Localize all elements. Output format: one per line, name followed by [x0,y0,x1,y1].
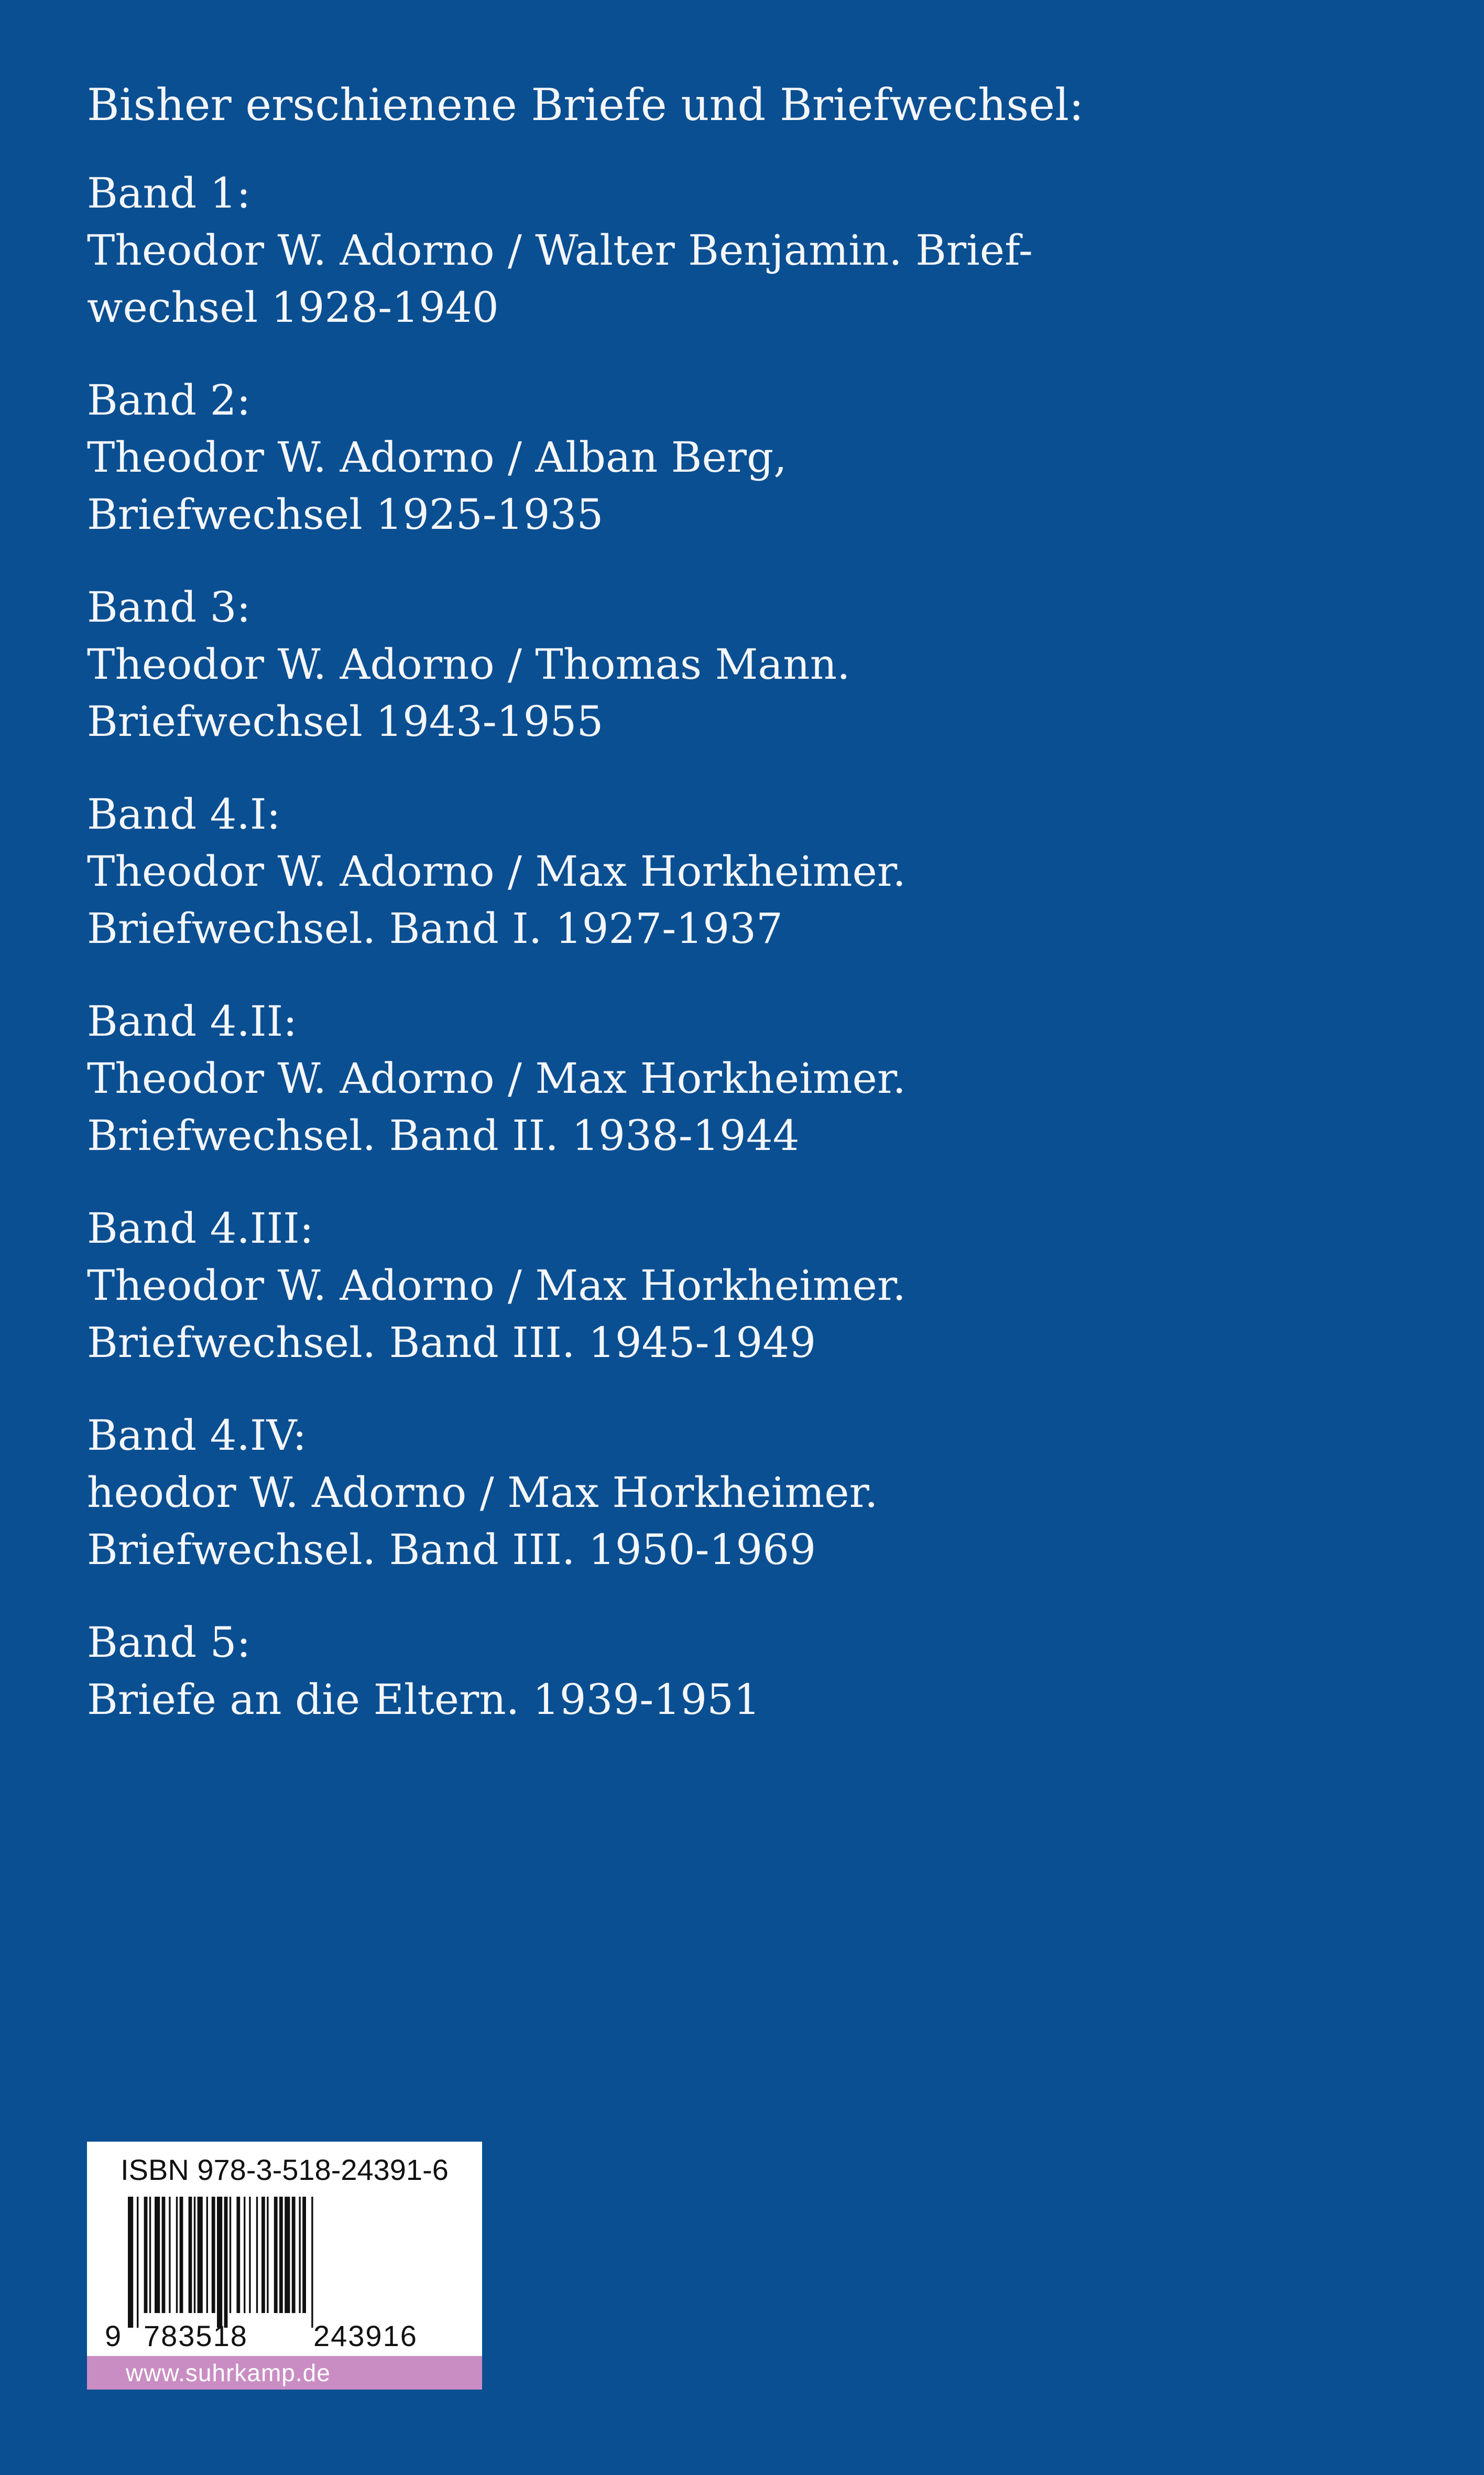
band-label: Band 1: [87,169,251,218]
band-title-line: wechsel 1928-1940 [87,283,499,332]
band-title-line: heodor W. Adorno / Max Horkheimer. [87,1468,878,1517]
isbn-number: ISBN 978-3-518-24391-6 [121,2153,449,2186]
band-title-line: Theodor W. Adorno / Max Horkheimer. [87,847,906,896]
band-label: Band 2: [87,376,251,425]
band-label: Band 4.I: [87,790,281,839]
band-label: Band 3: [87,583,251,632]
band-entry-4-iii [87,1200,1135,1371]
band-title-line: Briefwechsel. Band II. 1938-1944 [87,1111,800,1160]
band-title-line: Theodor W. Adorno / Max Horkheimer. [87,1054,906,1103]
band-title-line: Theodor W. Adorno / Max Horkheimer. [87,1261,906,1310]
publisher-url: www.suhrkamp.de [126,2359,331,2386]
band-entry-4-ii [87,993,1135,1164]
band-label: Band 4.II: [87,997,298,1046]
band-title-line: Briefe an die Eltern. 1939-1951 [87,1675,760,1724]
barcode-digits [87,2318,482,2354]
band-label: Band 4.IV: [87,1411,307,1460]
band-entry-2 [87,372,1135,543]
page-heading: Bisher erschienene Briefe und Briefwechsel: [87,79,1084,131]
isbn-barcode-block [87,2142,482,2390]
band-label: Band 5: [87,1618,251,1667]
band-title-line: Briefwechsel 1925-1935 [87,490,604,539]
band-title-line: Briefwechsel. Band III. 1950-1969 [87,1525,816,1574]
band-entry-5 [87,1614,1135,1728]
barcode-icon [128,2197,463,2328]
barcode-digits-right: 243916 [313,2319,418,2352]
band-title-line: Theodor W. Adorno / Walter Benjamin. Brief- [87,226,1033,275]
band-entry-4-i [87,786,1135,957]
publisher-url-strip [87,2356,482,2390]
band-title-line: Theodor W. Adorno / Thomas Mann. [87,640,850,689]
content-area [87,73,1135,1764]
band-title-line: Briefwechsel 1943-1955 [87,697,604,746]
band-label: Band 4.III: [87,1204,314,1253]
band-title-line: Briefwechsel. Band III. 1945-1949 [87,1318,816,1367]
barcode-digits-left: 783518 [144,2319,248,2352]
band-entry-1 [87,165,1135,336]
band-entry-4-iv [87,1407,1135,1578]
barcode-digit-first: 9 [105,2319,123,2352]
band-title-line: Theodor W. Adorno / Alban Berg, [87,433,787,482]
band-entry-3 [87,579,1135,750]
band-title-line: Briefwechsel. Band I. 1927-1937 [87,904,783,953]
